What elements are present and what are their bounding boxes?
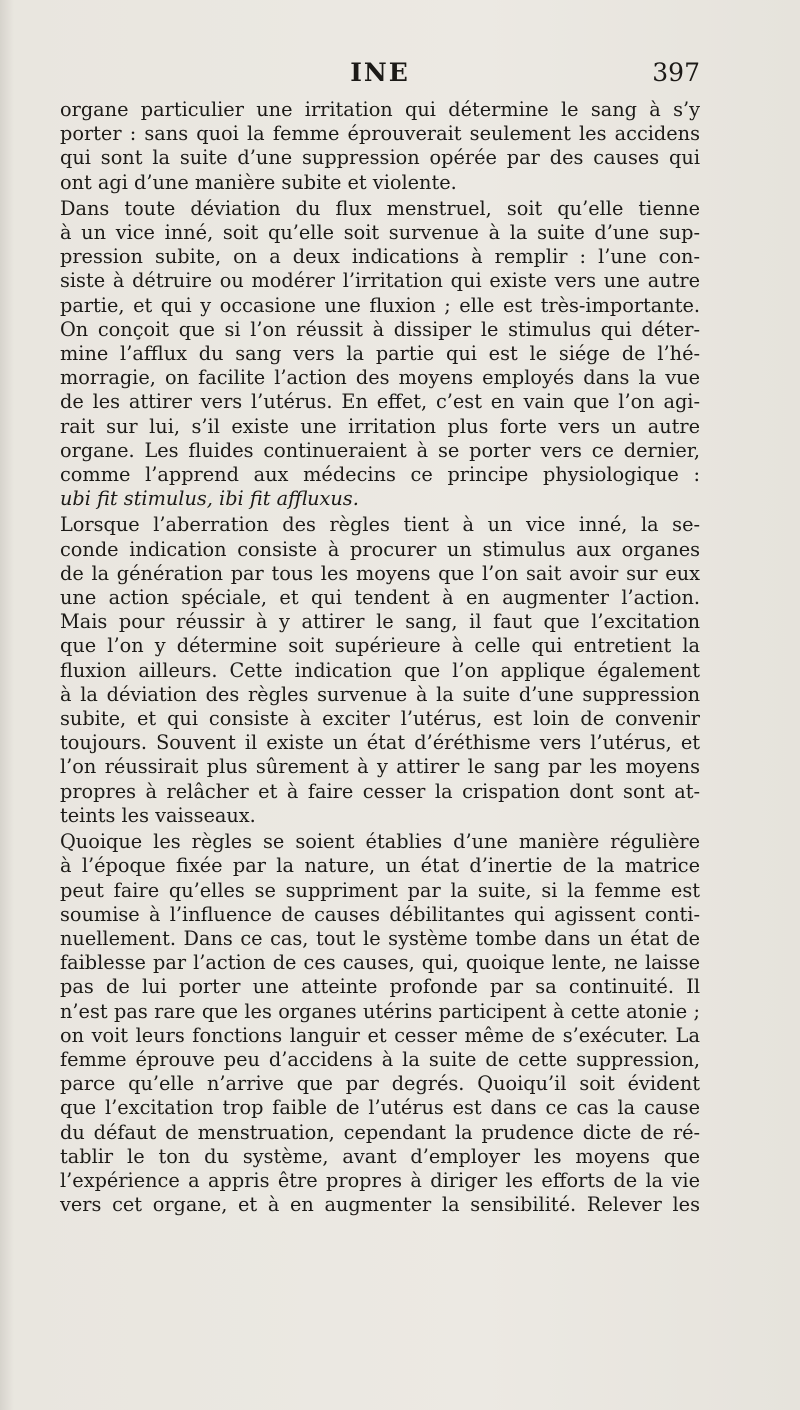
text-line: partie, et qui y occasione une fluxion ; elle est très-importante. [60, 293, 700, 317]
text-line: rait sur lui, s’il existe une irritation plus forte vers un autre [60, 414, 700, 438]
latin-maxim [60, 487, 700, 511]
text-line: subite, et qui consiste à exciter l’utérus, est loin de convenir [60, 707, 700, 731]
text-line: l’expérience a appris être propres à diriger les efforts de la vie [60, 1168, 700, 1192]
text-line: pression subite, on a deux indications à remplir : l’une con- [60, 245, 700, 269]
text-line: On conçoit que si l’on réussit à dissiper le stimulus qui déter- [60, 317, 700, 341]
text-line: conde indication consiste à procurer un stimulus aux organes [60, 537, 700, 561]
text-line: porter : sans quoi la femme éprouverait seulement les accidens [60, 122, 700, 146]
text-line-content: Dans toute déviation du flux menstruel, soit qu’elle tienne [60, 196, 700, 220]
text-line: de la génération par tous les moyens que l’on sait avoir sur eux [60, 561, 700, 585]
text-line: mine l’afflux du sang vers la partie qui est le siége de l’hé- [60, 342, 700, 366]
body-text [60, 98, 700, 1219]
text-line: toujours. Souvent il existe un état d’éréthisme vers l’utérus, et [60, 731, 700, 755]
text-line: l’on réussirait plus sûrement à y attirer le sang par les moyens [60, 755, 700, 779]
text-line: de les attirer vers l’utérus. En effet, c’est en vain que l’on agi- [60, 390, 700, 414]
text-line: femme éprouve peu d’accidens à la suite de cette suppression, [60, 1047, 700, 1071]
running-head: INE [350, 58, 410, 87]
text-line: propres à relâcher et à faire cesser la crispation dont sont at- [60, 779, 700, 803]
text-line: à l’époque fixée par la nature, un état d’inertie de la matrice [60, 854, 700, 878]
text-line: tablir le ton du système, avant d’employer les moyens que [60, 1144, 700, 1168]
text-line: parce qu’elle n’arrive que par degrés. Quoiqu’il soit évident [60, 1072, 700, 1096]
paragraph-3 [60, 513, 700, 828]
text-line: soumise à l’influence de causes débilitantes qui agissent conti- [60, 902, 700, 926]
page-header [60, 58, 700, 92]
text-line: à la déviation des règles survenue à la suite d’une suppression [60, 682, 700, 706]
text-line [60, 197, 700, 221]
text-line: à un vice inné, soit qu’elle soit survenue à la suite d’une sup- [60, 221, 700, 245]
text-line: faiblesse par l’action de ces causes, qui, quoique lente, ne laisse [60, 951, 700, 975]
text-line: ont agi d’une manière subite et violente. [60, 170, 457, 194]
text-line: siste à détruire ou modérer l’irritation qui existe vers une autre [60, 269, 700, 293]
paragraph-2 [60, 197, 700, 512]
paragraph-4 [60, 830, 700, 1217]
paragraph-1 [60, 98, 700, 195]
text-line: peut faire qu’elles se suppriment par la suite, si la femme est [60, 878, 700, 902]
text-line: Mais pour réussir à y attirer le sang, il faut que l’excitation [60, 610, 700, 634]
text-line: fluxion ailleurs. Cette indication que l’on applique également [60, 658, 700, 682]
text-line: morragie, on facilite l’action des moyens employés dans la vue [60, 366, 700, 390]
text-line: organe particulier une irritation qui détermine le sang à s’y [60, 98, 700, 121]
text-line: vers cet organe, et à en augmenter la sensibilité. Relever les [60, 1193, 700, 1217]
text-line: nuellement. Dans ce cas, tout le système tombe dans un état de [60, 926, 700, 950]
text-line: que l’on y détermine soit supérieure à celle qui entretient la [60, 634, 700, 658]
text-line: une action spéciale, et qui tendent à en augmenter l’action. [60, 586, 700, 610]
latin-maxim-text: ubi fit stimulus, ibi fit affluxus. [60, 487, 359, 511]
text-line: pas de lui porter une atteinte profonde par sa continuité. Il [60, 975, 700, 999]
text-line: teints les vaisseaux. [60, 803, 256, 827]
text-line: Quoique les règles se soient établies d’une manière régulière [60, 830, 700, 854]
text-line: Lorsque l’aberration des règles tient à un vice inné, la se- [60, 513, 700, 537]
text-line: on voit leurs fonctions languir et cesser même de s’exécuter. La [60, 1023, 700, 1047]
text-line: du défaut de menstruation, cependant la prudence dicte de ré- [60, 1120, 700, 1144]
text-line: qui sont la suite d’une suppression opérée par des causes qui [60, 146, 700, 170]
text-line: que l’excitation trop faible de l’utérus est dans ce cas la cause [60, 1096, 700, 1120]
text-line: organe. Les fluides continueraient à se porter vers ce dernier, [60, 438, 700, 462]
page-number: 397 [652, 58, 700, 87]
text-line: n’est pas rare que les organes utérins participent à cette atonie ; [60, 999, 700, 1023]
text-line: comme l’apprend aux médecins ce principe physiologique : [60, 463, 700, 487]
